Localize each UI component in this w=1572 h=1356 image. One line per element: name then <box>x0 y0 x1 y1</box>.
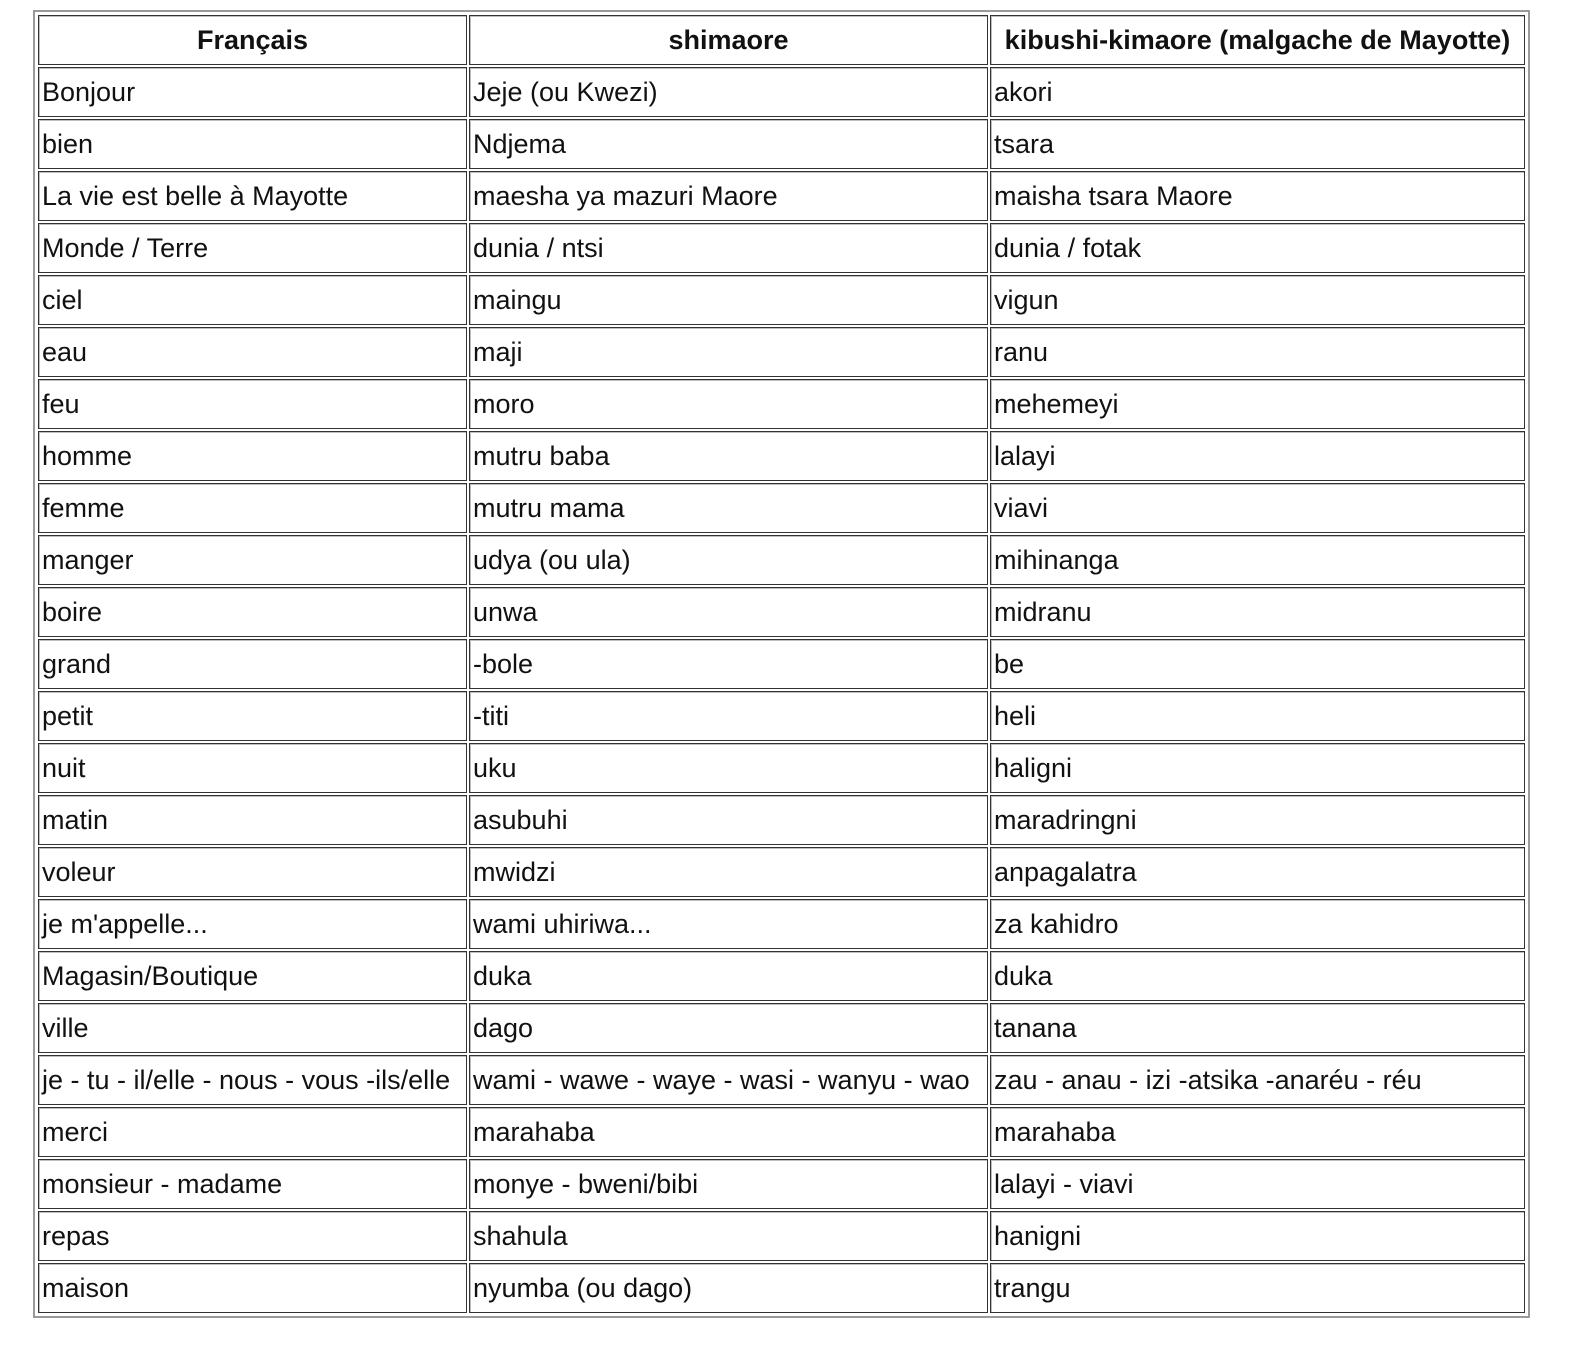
table-row <box>38 1055 1525 1105</box>
table-row <box>38 171 1525 221</box>
cell-francais: Bonjour <box>38 67 467 117</box>
cell-kibushi-kimaore: trangu <box>990 1263 1525 1313</box>
cell-shimaore: moro <box>469 379 988 429</box>
cell-shimaore: duka <box>469 951 988 1001</box>
cell-francais: maison <box>38 1263 467 1313</box>
vocabulary-table-container <box>33 10 1530 1318</box>
cell-francais: nuit <box>38 743 467 793</box>
cell-francais: boire <box>38 587 467 637</box>
cell-shimaore: dunia / ntsi <box>469 223 988 273</box>
cell-kibushi-kimaore: dunia / fotak <box>990 223 1525 273</box>
cell-shimaore: maji <box>469 327 988 377</box>
cell-shimaore: asubuhi <box>469 795 988 845</box>
header-shimaore: shimaore <box>469 15 988 65</box>
cell-kibushi-kimaore: viavi <box>990 483 1525 533</box>
cell-shimaore: marahaba <box>469 1107 988 1157</box>
cell-francais: merci <box>38 1107 467 1157</box>
cell-shimaore: Jeje (ou Kwezi) <box>469 67 988 117</box>
cell-shimaore: Ndjema <box>469 119 988 169</box>
cell-kibushi-kimaore: mihinanga <box>990 535 1525 585</box>
table-row <box>38 639 1525 689</box>
cell-francais: voleur <box>38 847 467 897</box>
table-row <box>38 483 1525 533</box>
cell-francais: La vie est belle à Mayotte <box>38 171 467 221</box>
table-row <box>38 535 1525 585</box>
table-row <box>38 431 1525 481</box>
cell-francais: Magasin/Boutique <box>38 951 467 1001</box>
cell-francais: Monde / Terre <box>38 223 467 273</box>
table-row <box>38 951 1525 1001</box>
cell-kibushi-kimaore: lalayi <box>990 431 1525 481</box>
cell-kibushi-kimaore: mehemeyi <box>990 379 1525 429</box>
table-row <box>38 223 1525 273</box>
cell-francais: je - tu - il/elle - nous - vous -ils/elle <box>38 1055 467 1105</box>
cell-kibushi-kimaore: ranu <box>990 327 1525 377</box>
cell-kibushi-kimaore: vigun <box>990 275 1525 325</box>
cell-shimaore: wami uhiriwa... <box>469 899 988 949</box>
cell-kibushi-kimaore: anpagalatra <box>990 847 1525 897</box>
cell-shimaore: uku <box>469 743 988 793</box>
header-francais: Français <box>38 15 467 65</box>
cell-shimaore: monye - bweni/bibi <box>469 1159 988 1209</box>
table-body <box>38 67 1525 1313</box>
cell-francais: monsieur - madame <box>38 1159 467 1209</box>
cell-kibushi-kimaore: hanigni <box>990 1211 1525 1261</box>
table-row <box>38 67 1525 117</box>
table-row <box>38 587 1525 637</box>
cell-shimaore: mutru mama <box>469 483 988 533</box>
cell-shimaore: -titi <box>469 691 988 741</box>
table-row <box>38 899 1525 949</box>
cell-francais: eau <box>38 327 467 377</box>
cell-kibushi-kimaore: duka <box>990 951 1525 1001</box>
cell-shimaore: dago <box>469 1003 988 1053</box>
cell-shimaore: udya (ou ula) <box>469 535 988 585</box>
table-row <box>38 327 1525 377</box>
cell-francais: matin <box>38 795 467 845</box>
cell-kibushi-kimaore: haligni <box>990 743 1525 793</box>
table-row <box>38 1107 1525 1157</box>
cell-francais: ciel <box>38 275 467 325</box>
cell-shimaore: shahula <box>469 1211 988 1261</box>
cell-francais: bien <box>38 119 467 169</box>
cell-francais: femme <box>38 483 467 533</box>
table-row <box>38 847 1525 897</box>
cell-shimaore: unwa <box>469 587 988 637</box>
cell-kibushi-kimaore: maradringni <box>990 795 1525 845</box>
table-row <box>38 1211 1525 1261</box>
cell-shimaore: mwidzi <box>469 847 988 897</box>
cell-francais: grand <box>38 639 467 689</box>
cell-kibushi-kimaore: lalayi - viavi <box>990 1159 1525 1209</box>
cell-francais: feu <box>38 379 467 429</box>
cell-kibushi-kimaore: midranu <box>990 587 1525 637</box>
cell-kibushi-kimaore: heli <box>990 691 1525 741</box>
cell-francais: homme <box>38 431 467 481</box>
cell-kibushi-kimaore: tsara <box>990 119 1525 169</box>
cell-kibushi-kimaore: tanana <box>990 1003 1525 1053</box>
cell-kibushi-kimaore: za kahidro <box>990 899 1525 949</box>
cell-francais: manger <box>38 535 467 585</box>
cell-francais: je m'appelle... <box>38 899 467 949</box>
table-row <box>38 1159 1525 1209</box>
table-row <box>38 743 1525 793</box>
table-row <box>38 795 1525 845</box>
vocabulary-table <box>36 13 1527 1315</box>
cell-francais: petit <box>38 691 467 741</box>
table-row <box>38 119 1525 169</box>
cell-shimaore: nyumba (ou dago) <box>469 1263 988 1313</box>
table-row <box>38 1003 1525 1053</box>
table-row <box>38 379 1525 429</box>
cell-shimaore: maingu <box>469 275 988 325</box>
cell-shimaore: mutru baba <box>469 431 988 481</box>
header-kibushi-kimaore: kibushi-kimaore (malgache de Mayotte) <box>990 15 1525 65</box>
cell-shimaore: -bole <box>469 639 988 689</box>
cell-shimaore: maesha ya mazuri Maore <box>469 171 988 221</box>
table-row <box>38 275 1525 325</box>
cell-shimaore: wami - wawe - waye - wasi - wanyu - wao <box>469 1055 988 1105</box>
cell-kibushi-kimaore: zau - anau - izi -atsika -anaréu - réu <box>990 1055 1525 1105</box>
table-row <box>38 691 1525 741</box>
cell-francais: repas <box>38 1211 467 1261</box>
cell-kibushi-kimaore: akori <box>990 67 1525 117</box>
cell-francais: ville <box>38 1003 467 1053</box>
table-header-row <box>38 15 1525 65</box>
cell-kibushi-kimaore: be <box>990 639 1525 689</box>
cell-kibushi-kimaore: marahaba <box>990 1107 1525 1157</box>
table-row <box>38 1263 1525 1313</box>
cell-kibushi-kimaore: maisha tsara Maore <box>990 171 1525 221</box>
